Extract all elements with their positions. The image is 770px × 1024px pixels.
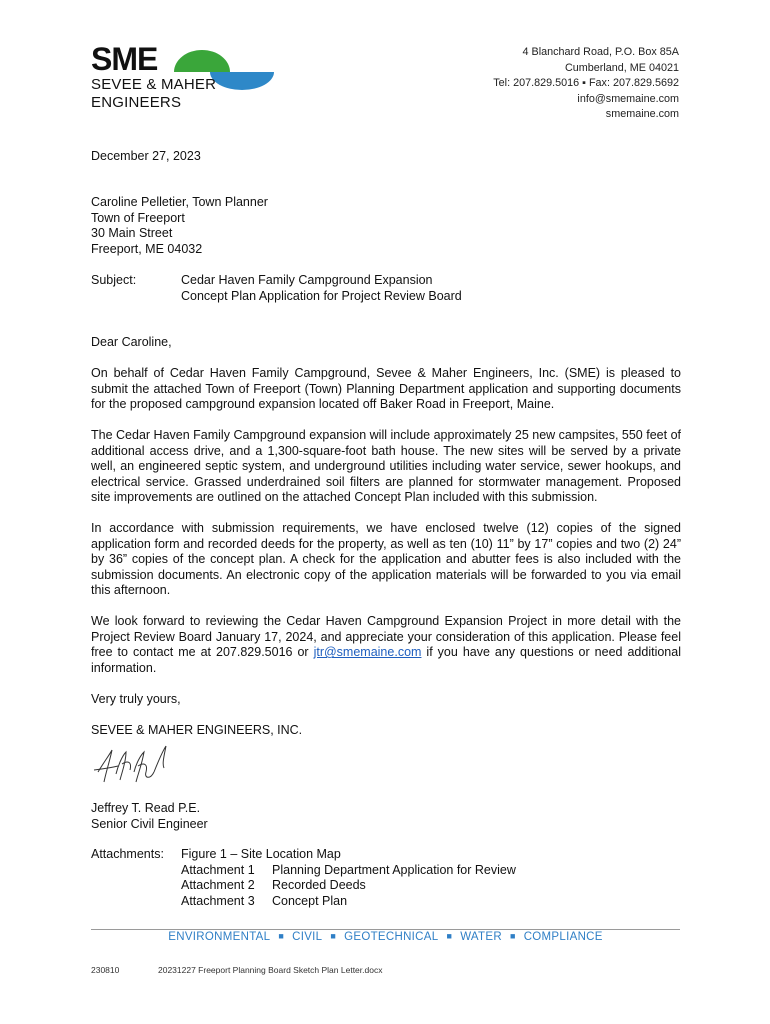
letter-date: December 27, 2023 xyxy=(91,149,201,163)
signer-block xyxy=(91,801,208,832)
paragraph-2 xyxy=(91,428,681,506)
address-line-2: Cumberland, ME 04021 xyxy=(564,61,679,74)
recipient-line-2: Town of Freeport xyxy=(91,210,185,225)
attachment-desc-1: Planning Department Application for Review xyxy=(272,863,516,877)
closing: Very truly yours, xyxy=(91,692,181,706)
bullet-icon: ■ xyxy=(509,931,516,941)
service-compliance: COMPLIANCE xyxy=(523,931,603,943)
paragraph-1 xyxy=(91,366,681,413)
paragraph-4-text-b: if you have any questions or need additional information. xyxy=(91,645,681,675)
service-water: WATER xyxy=(460,931,502,943)
paragraph-1-text: On behalf of Cedar Haven Family Campground, Sevee & Maher Engineers, Inc. (SME) is pleased to submit the attached Town of Freeport (Town) Planning Department application and supporting documents for the proposed campground expansion located off Baker Road in Freeport, Maine. xyxy=(91,366,681,412)
attachment-id-1: Attachment 1 xyxy=(181,863,255,877)
logo-abbr: SME xyxy=(91,41,158,77)
footer-filename: 20231227 Freeport Planning Board Sketch Plan Letter.docx xyxy=(158,965,383,975)
logo-line-2: ENGINEERS xyxy=(91,94,182,111)
bullet-icon: ■ xyxy=(330,931,337,941)
email-link[interactable]: jtr@smemaine.com xyxy=(313,645,422,660)
subject-line-1: Cedar Haven Family Campground Expansion xyxy=(181,273,433,287)
paragraph-3 xyxy=(91,521,681,599)
address-block xyxy=(493,45,679,123)
service-geotechnical: GEOTECHNICAL xyxy=(344,931,439,943)
footer-project-number: 230810 xyxy=(91,965,120,975)
paragraph-3-text: In accordance with submission requirements, we have enclosed twelve (12) copies of the signed application form and recorded deeds for the property, as well as ten (10) 11” by 17” copies and two (2) 24” by 36” copies of the concept plan. A check for the application and abutter fees is also included with the submission documents. An electronic copy of the application materials will be forwarded to you via email this afternoon. xyxy=(91,521,681,598)
recipient-line-1: Caroline Pelletier, Town Planner xyxy=(91,195,268,209)
signature-image xyxy=(92,742,172,792)
bullet-icon: ■ xyxy=(278,931,285,941)
recipient-block xyxy=(91,195,268,257)
attachment-desc-2: Recorded Deeds xyxy=(272,878,366,892)
subject-label: Subject: xyxy=(91,273,137,287)
address-line-5: smemaine.com xyxy=(605,108,679,120)
address-line-3: Tel: 207.829.5016 ▪ Fax: 207.829.5692 xyxy=(493,77,679,89)
service-environmental: ENVIRONMENTAL xyxy=(168,931,271,943)
company-name: SEVEE & MAHER ENGINEERS, INC. xyxy=(91,723,303,737)
paragraph-2-text: The Cedar Haven Family Campground expansion will include approximately 25 new campsites, 550 feet of additional access drive, and a 1,300-square-foot bath house. The new sites will be served by a private well, an engineered septic system, and underground utilities including water service, sewer hookups, and electrical service. Grassed underdrained soil filters are planned for stormwater management. Proposed site improvements are outlined on the attached Concept Plan included with this submission. xyxy=(91,428,681,505)
service-civil: CIVIL xyxy=(292,931,323,943)
attachment-id-2: Attachment 2 xyxy=(181,878,255,892)
bullet-icon: ■ xyxy=(446,931,453,941)
attachment-id-3: Attachment 3 xyxy=(181,894,255,908)
subject-line-2: Concept Plan Application for Project Review Board xyxy=(181,288,462,303)
recipient-line-3: 30 Main Street xyxy=(91,226,173,241)
footer-services xyxy=(91,931,680,943)
logo-line-1: SEVEE & MAHER xyxy=(91,76,217,93)
address-line-4: info@smemaine.com xyxy=(577,92,679,105)
salutation: Dear Caroline, xyxy=(91,335,172,349)
signer-title: Senior Civil Engineer xyxy=(91,816,208,831)
paragraph-4-text-a: We look forward to reviewing the Cedar Haven Campground Expansion Project in more detail with the Project Review Board January 17, 2024, and appreciate your consideration of this application. Please feel free to contact me at 207.829.5016 or xyxy=(91,614,681,660)
recipient-line-4: Freeport, ME 04032 xyxy=(91,241,203,256)
attachments-first: Figure 1 – Site Location Map xyxy=(181,847,341,861)
attachment-desc-3: Concept Plan xyxy=(272,894,348,908)
logo-blue-wave-icon xyxy=(210,72,274,90)
footer-divider xyxy=(91,929,680,930)
logo-green-hill-icon xyxy=(174,50,230,72)
attachments-label: Attachments: xyxy=(91,847,164,861)
paragraph-4 xyxy=(91,614,681,676)
subject-text xyxy=(181,273,462,304)
signer-name: Jeffrey T. Read P.E. xyxy=(91,801,201,815)
address-line-1: 4 Blanchard Road, P.O. Box 85A xyxy=(522,46,679,58)
